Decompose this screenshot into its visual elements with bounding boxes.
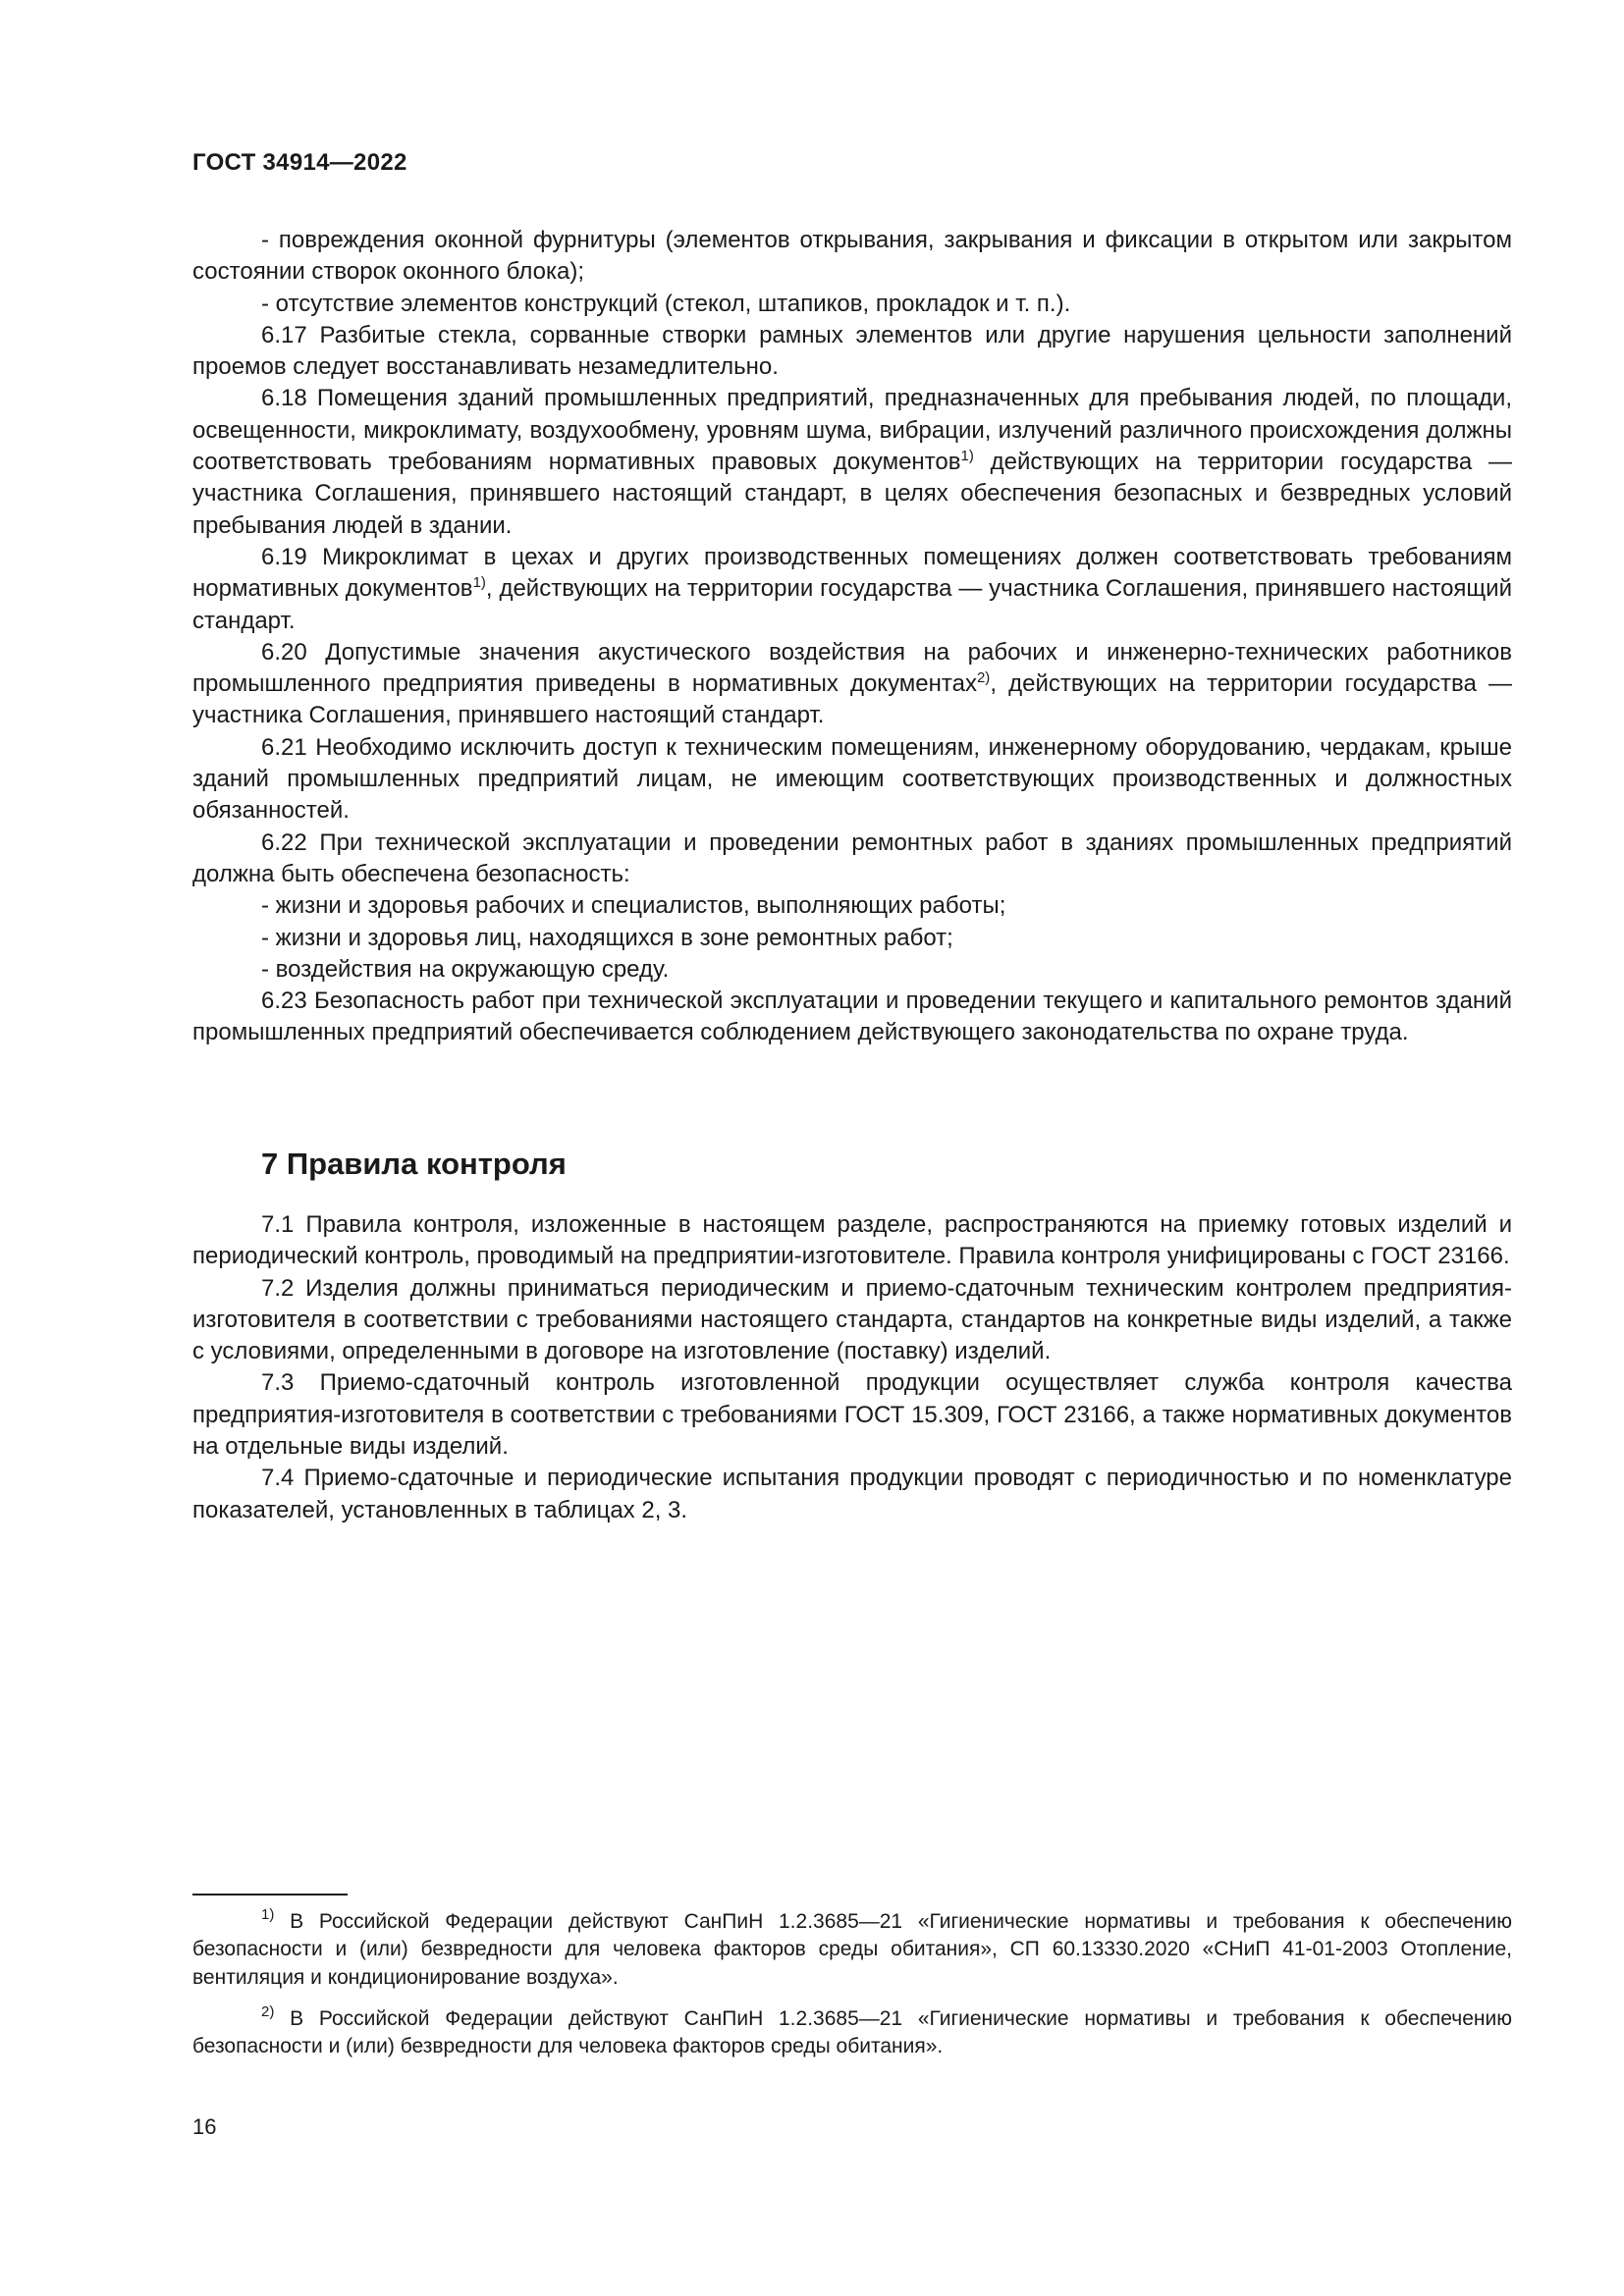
footnote-text: В Российской Федерации действуют СанПиН 1.2.3685—21 «Гигиенические нормативы и требования к обеспечению безопасности и (или) безвредности для человека факторов среды обитания». [192, 2006, 1512, 2058]
list-item: - жизни и здоровья рабочих и специалистов, выполняющих работы; [261, 892, 1006, 920]
paragraph-6-18 [192, 383, 1512, 541]
section-heading: 7 Правила контроля [261, 1147, 567, 1181]
paragraph: 6.22 При технической эксплуатации и проведении ремонтных работ в зданиях промышленных предприятий должна быть обеспечена безопасность: [192, 828, 1512, 887]
list-item: - жизни и здоровья лиц, находящихся в зоне ремонтных работ; [261, 924, 953, 951]
page-number: 16 [192, 2114, 217, 2139]
paragraph-6-19 [192, 542, 1512, 637]
footnote-ref: 2) [976, 669, 991, 687]
paragraph: 7.3 Приемо-сдаточный контроль изготовленной продукции осуществляет служба контроля качества предприятия-изготовителя в соответствии с требованиями ГОСТ 15.309, ГОСТ 23166, а также нормативных документов на отдельные виды изделий. [192, 1369, 1512, 1461]
paragraph-text: 6.20 Допустимые значения акустического воздействия на рабочих и инженерно-технических работников промышленного предприятия приведены в нормативных документах [192, 638, 1512, 698]
paragraph-6-20 [192, 637, 1512, 732]
paragraph-text: действующих на территории государства — участника Соглашения, принявшего настоящий стандарт, в целях обеспечения безопасных и безвредных условий пребывания людей в здании. [192, 449, 1512, 539]
footnotes [192, 1908, 1512, 2074]
paragraph: 6.17 Разбитые стекла, сорванные створки рамных элементов или другие нарушения цельности заполнений проемов следует восстанавливать незамедлительно. [192, 321, 1512, 381]
paragraph: 7.2 Изделия должны приниматься периодическим и приемо-сдаточным техническим контролем предприятия-изготовителя в соответствии с требованиями настоящего стандарта, стандартов на конкретные виды изделий, а также с условиями, определенными в договоре на изготовление (поставку) изделий. [192, 1274, 1512, 1365]
section-text-block [192, 1209, 1512, 1526]
paragraph: 7.4 Приемо-сдаточные и периодические испытания продукции проводят с периодичностью и по номенклатуре показателей, установленных в таблицах 2, 3. [192, 1465, 1512, 1523]
footnote-ref: 1) [472, 574, 486, 592]
paragraph: 7.1 Правила контроля, изложенные в настоящем разделе, распространяются на приемку готовых изделий и периодический контроль, проводимый на предприятии-изготовителе. Правила контроля унифицированы с ГОСТ 23166. [192, 1211, 1512, 1270]
paragraph-text: 6.19 Микроклимат в цехах и других производственных помещениях должен соответствовать требованиям нормативных документов [192, 543, 1512, 603]
paragraph-text: , действующих на территории государства — участника Соглашения, принявшего настоящий стандарт. [192, 575, 1512, 634]
footnote-divider [192, 1894, 348, 1896]
footnote-2 [192, 2002, 1512, 2061]
paragraph: 6.23 Безопасность работ при технической эксплуатации и проведении текущего и капитального ремонтов зданий промышленных предприятий обеспечивается соблюдением действующего законодательства по охране труда. [192, 988, 1512, 1046]
paragraph-text: , действующих на территории государства — участника Соглашения, принявшего настоящий стандарт. [192, 670, 1512, 729]
list-item: - воздействия на окружающую среду. [261, 955, 670, 983]
footnote-1 [192, 1908, 1512, 1992]
footnote-text: В Российской Федерации действуют СанПиН 1.2.3685—21 «Гигиенические нормативы и требования к обеспечению безопасности и (или) безвредности для человека факторов среды обитания», СП 60.13330.2020 «СНиП 41-01-2003 Отопление, вентиляция и кондиционирование воздуха». [192, 1910, 1512, 1989]
page-header-standard-code: ГОСТ 34914—2022 [192, 149, 407, 176]
paragraph-text: 6.18 Помещения зданий промышленных предприятий, предназначенных для пребывания людей, по площади, освещенности, микроклимату, воздухообмену, уровням шума, вибрации, излучений различного происхождения должны соответствовать требованиям нормативных правовых документов [192, 385, 1512, 476]
footnote-marker: 1) [261, 1906, 275, 1923]
paragraph: 6.21 Необходимо исключить доступ к техническим помещениям, инженерному оборудованию, чердакам, крыше зданий промышленных предприятий лицам, не имеющим соответствующих производственных и должностных обязанностей. [192, 733, 1512, 825]
main-text-block [192, 225, 1512, 1049]
paragraph: - повреждения оконной фурнитуры (элементов открывания, закрывания и фиксации в открытом или закрытом состоянии створок оконного блока); [192, 227, 1512, 286]
footnote-marker: 2) [261, 2002, 275, 2020]
paragraph: - отсутствие элементов конструкций (стекол, штапиков, прокладок и т. п.). [261, 290, 1071, 317]
footnote-ref: 1) [960, 448, 974, 465]
